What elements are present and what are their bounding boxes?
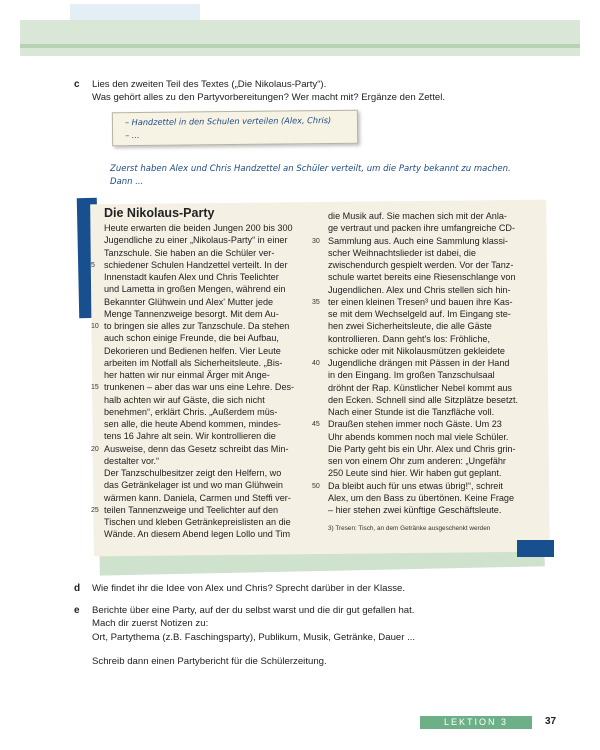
- line-number-40: 40: [312, 360, 320, 367]
- line-number-10: 10: [91, 323, 99, 330]
- article-line: Uhr abends kommen noch mal viele Schüler.: [328, 431, 509, 442]
- task-c-letter: c: [74, 79, 80, 90]
- task-e-line-2: Mach dir zuerst Notizen zu:: [92, 618, 209, 630]
- article-line: destalter vor.“: [104, 455, 160, 466]
- note-line-1: – Handzettel in den Schulen verteilen (Alex, Chris): [124, 114, 332, 128]
- lesson-label: LEKTION 3: [420, 716, 532, 729]
- article-line-45: [312, 418, 540, 430]
- article-line: halb achten wir auf Gäste, die sich nicht: [104, 394, 265, 405]
- article-line-50: [312, 480, 540, 492]
- article-line: schule wartet bereits eine Riesenschlange von: [328, 272, 516, 283]
- article-line-text: Da bleibt auch für uns etwas übrig!“, schreit: [328, 480, 503, 491]
- article-line: und Lametta in großen Mengen, während ein: [104, 284, 286, 295]
- line-number-45: 45: [312, 421, 320, 429]
- footnote: 3) Tresen: Tisch, an dem Getränke ausgeschenkt werden: [328, 525, 491, 532]
- article-line: Jugendlichen. Alex und Chris stellen sich hin-: [328, 284, 511, 295]
- article-line: ge vertraut und packen ihre umfangreiche CD-: [328, 223, 516, 234]
- article-line-5: [91, 259, 314, 271]
- article-line: Wände. An diesem Abend legen Lollo und Tim: [104, 529, 291, 540]
- article-line-40: [312, 357, 540, 369]
- article-line: in den Eingang. Im großen Tanzschulsaal: [328, 370, 495, 381]
- line-number-30: 30: [312, 237, 320, 245]
- article-line: schicke oder mit Nikolausmützen gekleidete: [328, 345, 505, 356]
- line-number-5: 5: [91, 261, 95, 269]
- article-column-left: [91, 222, 314, 541]
- task-e-line-1: Berichte über eine Party, auf der du selbst warst und die dir gut gefallen hat.: [92, 605, 415, 616]
- article-title: Die Nikolaus-Party: [104, 206, 215, 220]
- task-c-line-2: Was gehört alles zu den Partyvorbereitungen? Wer macht mit? Ergänze den Zettel.: [92, 92, 446, 104]
- note-slip: [112, 110, 358, 147]
- article-line: hen zwei Sicherheitsleute, die alle Gäste: [328, 321, 492, 332]
- article-line: sen von einem Ohr zum anderen: „Ungefähr: [328, 456, 506, 466]
- article-line: her hatten wir nur einmal Ärger mit Ange-: [104, 370, 270, 380]
- article-line-10: [91, 320, 314, 332]
- task-d-text: Wie findet ihr die Idee von Alex und Chris? Sprecht darüber in der Klasse.: [92, 583, 406, 594]
- article-line: Tischen und kleben Getränkepreislisten an die: [104, 517, 291, 527]
- article-line: Nach einer Stunde ist die Tanzfläche voll.: [328, 407, 495, 417]
- article-line: Alex, um den Bass zu übertönen. Keine Frage: [328, 492, 515, 503]
- article-line: wärmen kann. Daniela, Carmen und Steffi ver-: [104, 492, 291, 503]
- article-line: kontrollieren. Dann geht's los: Fröhliche,: [328, 333, 490, 344]
- article-line-15: [91, 381, 314, 393]
- note-line-2: – ...: [125, 129, 140, 141]
- article-line-25: [91, 504, 314, 516]
- handwritten-answer: [110, 163, 530, 188]
- article-line: Jugendliche zu einer „Nikolaus-Party“ in einer: [104, 235, 288, 246]
- top-green-line: [20, 44, 580, 48]
- article-line: dröhnt der Rap. Künstlicher Nebel kommt aus: [328, 382, 512, 393]
- line-number-50: 50: [312, 482, 320, 490]
- line-number-35: 35: [312, 298, 320, 306]
- task-e-line-3: Ort, Partythema (z.B. Faschingsparty), Publikum, Musik, Getränke, Dauer ...: [92, 631, 416, 643]
- article-line-30: [312, 235, 540, 247]
- task-c-line-1: Lies den zweiten Teil des Textes („Die Nikolaus-Party“).: [92, 79, 327, 90]
- line-number-15: 15: [91, 384, 99, 392]
- article-line: Bekannter Glühwein und Alex' Mutter jede: [104, 296, 274, 307]
- top-green-bar: [20, 20, 580, 56]
- article-line-text: teilen Tannenzweige und Teelichter auf den: [104, 504, 279, 515]
- task-e-letter: e: [74, 605, 80, 616]
- article-line-35: [312, 296, 540, 308]
- article-line-text: to bringen sie alles zur Tanzschule. Da stehen: [104, 321, 290, 331]
- task-e: [74, 604, 542, 644]
- article-line: benehmen“, erklärt Chris. „Außerdem müs-: [104, 406, 278, 417]
- task-e-line-4: Schreib dann einen Partybericht für die Schülerzeitung.: [92, 656, 327, 667]
- handwritten-line-2: Dann ...: [110, 176, 144, 187]
- line-number-25: 25: [91, 506, 99, 514]
- article-column-right: [312, 210, 540, 516]
- article-line: Die Party geht bis ein Uhr. Alex und Chris grin-: [328, 443, 516, 454]
- handwritten-line-1: Zuerst haben Alex und Chris Handzettel an Schüler verteilt, um die Party bekannt zu machen.: [110, 164, 511, 174]
- page-number: 37: [545, 716, 557, 727]
- article-line-20: [91, 443, 314, 455]
- article-line: Innenstadt kaufen Alex und Chris Teelichter: [104, 272, 279, 282]
- article-line: 250 Leute sind hier. Wir haben gut geplant.: [328, 468, 502, 479]
- article-line-text: Jugendliche drängen mit Pässen in der Hand: [328, 358, 510, 368]
- task-d: [74, 582, 542, 595]
- article-line-text: schiedener Schulen Handzettel verteilt. In der: [104, 259, 288, 270]
- top-decoration: [0, 0, 600, 58]
- task-d-letter: d: [74, 583, 81, 594]
- article-line: Tanzschule. Sie haben an die Schüler ver-: [104, 247, 275, 258]
- article-line-text: ter einen kleinen Tresen³ und bauen ihre Kas-: [328, 296, 513, 307]
- article-line-text: Ausweise, denn das Gesetz schreibt das Min-: [104, 443, 289, 454]
- article-line: Der Tanzschulbesitzer zeigt den Helfern, wo: [104, 468, 282, 478]
- article-line: die Musik auf. Sie machen sich mit der Anla-: [328, 211, 507, 221]
- article-line: sen alle, die heute Abend kommen, mindes-: [104, 419, 281, 429]
- task-c: [74, 78, 532, 105]
- card-blue-corner: [517, 540, 554, 557]
- article-line: – hier stehen zwei künftige Geschäftsleute.: [328, 505, 502, 515]
- article-line: Menge Tannenzweige besorgt. Mit dem Au-: [104, 308, 279, 319]
- article-line: Dekorieren und Bedienen helfen. Vier Leute: [104, 345, 281, 356]
- article-line: zwischendurch gespielt werden. Vor der Tanz-: [328, 260, 514, 270]
- article-line: scher Weihnachtslieder ist dabei, die: [328, 247, 476, 258]
- article-line: se mit dem Wechselgeld auf. Im Eingang ste-: [328, 309, 511, 319]
- article-line-text: Draußen stehen immer noch Gäste. Um 23: [328, 419, 502, 430]
- article-line: den Ecken. Schnell sind alle Sitzplätze besetzt.: [328, 394, 519, 405]
- article-line-text: Sammlung aus. Auch eine Sammlung klassi-: [328, 235, 508, 246]
- line-number-20: 20: [91, 445, 99, 453]
- article-line: auch schon einige Freunde, die bei Aufbau,: [104, 333, 279, 344]
- article-line: arbeiten im Notfall als Sicherheitsleute. „Bis-: [104, 357, 283, 368]
- article-line: tens 16 Jahre alt sein. Wir kontrollieren die: [104, 431, 276, 442]
- article-line: das Getränkelager ist und wo man Glühwein: [104, 480, 283, 491]
- article-line-text: trunkenen – aber das war uns eine Lehre. Des-: [104, 382, 295, 393]
- article-line: Heute erwarten die beiden Jungen 200 bis 300: [104, 223, 293, 233]
